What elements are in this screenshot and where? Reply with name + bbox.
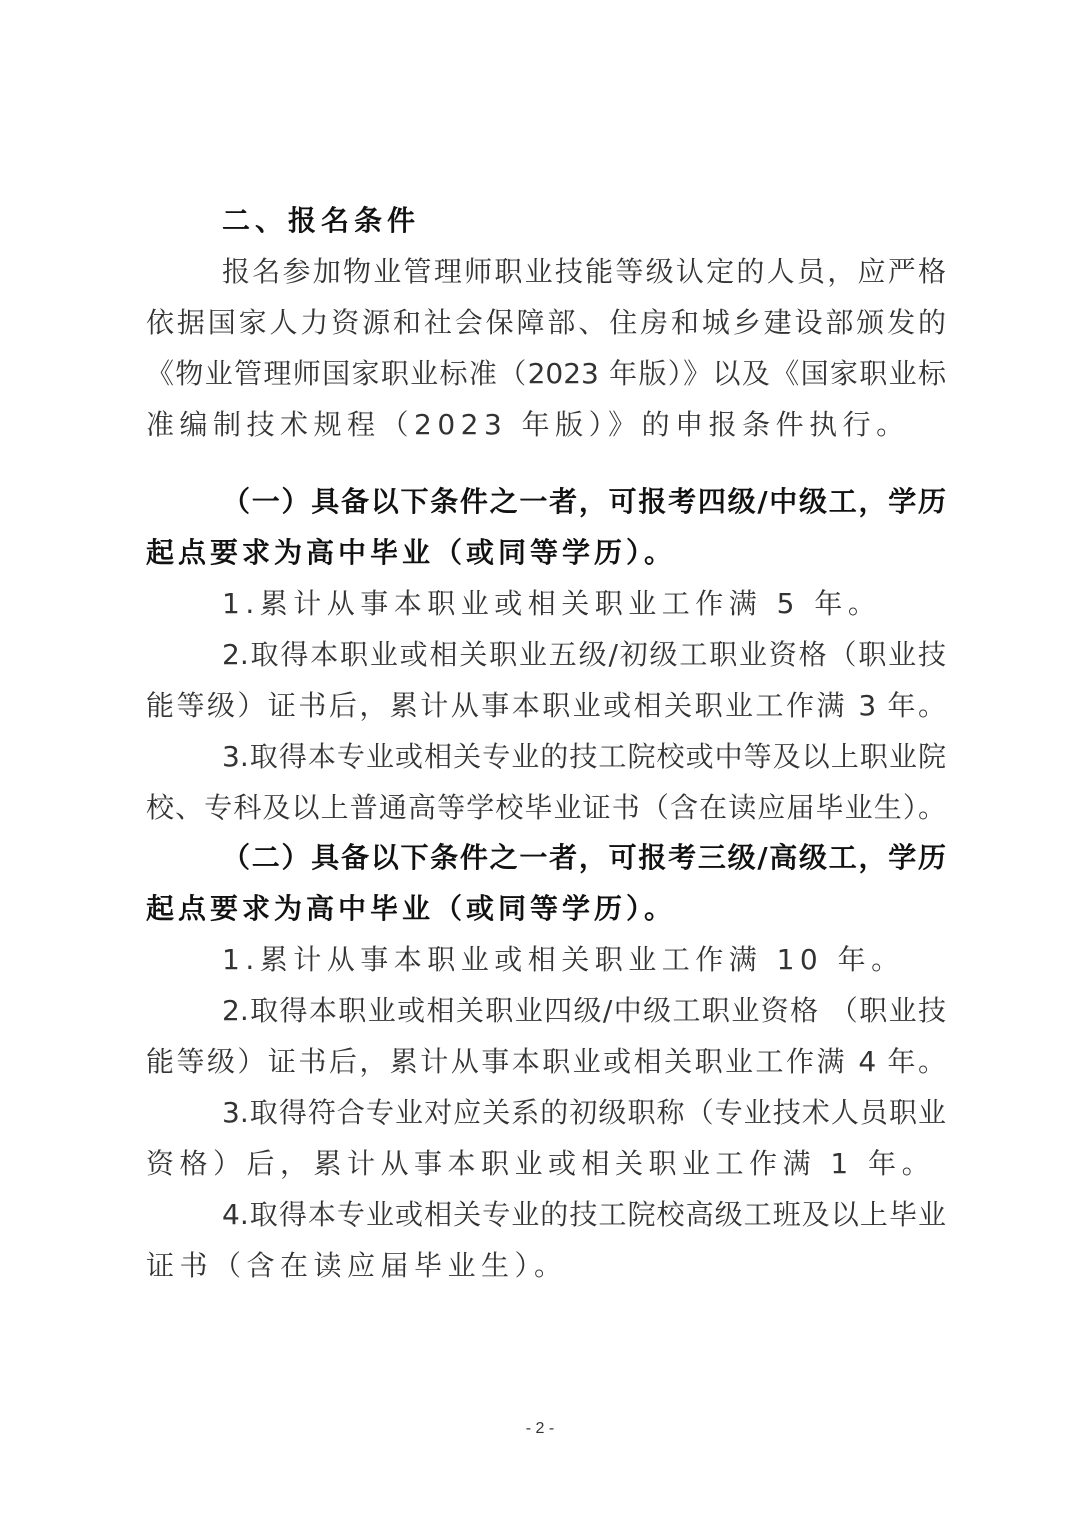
level3-item-4-line-2: 证书（含在读应届毕业生）。 [146,1249,568,1282]
intro-line-1: 报名参加物业管理师职业技能等级认定的人员，应严格 [222,255,946,288]
level4-item-2-line-1: 2.取得本职业或相关职业五级/初级工职业资格（职业技 [222,638,946,671]
level4-item-1: 1.累计从事本职业或相关职业工作满 5 年。 [222,587,882,620]
level3-item-4-line-1: 4.取得本专业或相关专业的技工院校高级工班及以上毕业 [222,1198,946,1231]
level3-item-3-line-1: 3.取得符合专业对应关系的初级职称（专业技术人员职业 [222,1096,946,1129]
level4-item-3-line-1: 3.取得本专业或相关专业的技工院校或中等及以上职业院 [222,740,946,773]
level4-title-line-1: （一）具备以下条件之一者，可报考四级/中级工，学历 [222,485,946,518]
level3-title-line-1: （二）具备以下条件之一者，可报考三级/高级工，学历 [222,841,946,874]
level3-item-1: 1.累计从事本职业或相关职业工作满 10 年。 [222,943,905,976]
intro-line-2: 依据国家人力资源和社会保障部、住房和城乡建设部颁发的 [146,306,946,339]
intro-line-4: 准编制技术规程（2023 年版）》的申报条件执行。 [146,408,910,441]
level4-item-2-line-2: 能等级）证书后，累计从事本职业或相关职业工作满 3 年。 [146,689,946,722]
intro-line-3: 《物业管理师国家职业标准（2023 年版）》以及《国家职业标 [146,357,946,390]
section-heading: 二、报名条件 [222,204,421,237]
level3-item-2-line-1: 2.取得本职业或相关职业四级/中级工职业资格 （职业技 [222,994,946,1027]
level3-item-2-line-2: 能等级）证书后，累计从事本职业或相关职业工作满 4 年。 [146,1045,946,1078]
level4-title-line-2: 起点要求为高中毕业（或同等学历）。 [146,536,677,569]
level4-item-3-line-2: 校、专科及以上普通高等学校毕业证书（含在读应届毕业生）。 [146,791,946,824]
page-number: - 2 - [525,1420,555,1437]
level3-item-3-line-2: 资格）后，累计从事本职业或相关职业工作满 1 年。 [146,1147,936,1180]
level3-title-line-2: 起点要求为高中毕业（或同等学历）。 [146,892,677,925]
